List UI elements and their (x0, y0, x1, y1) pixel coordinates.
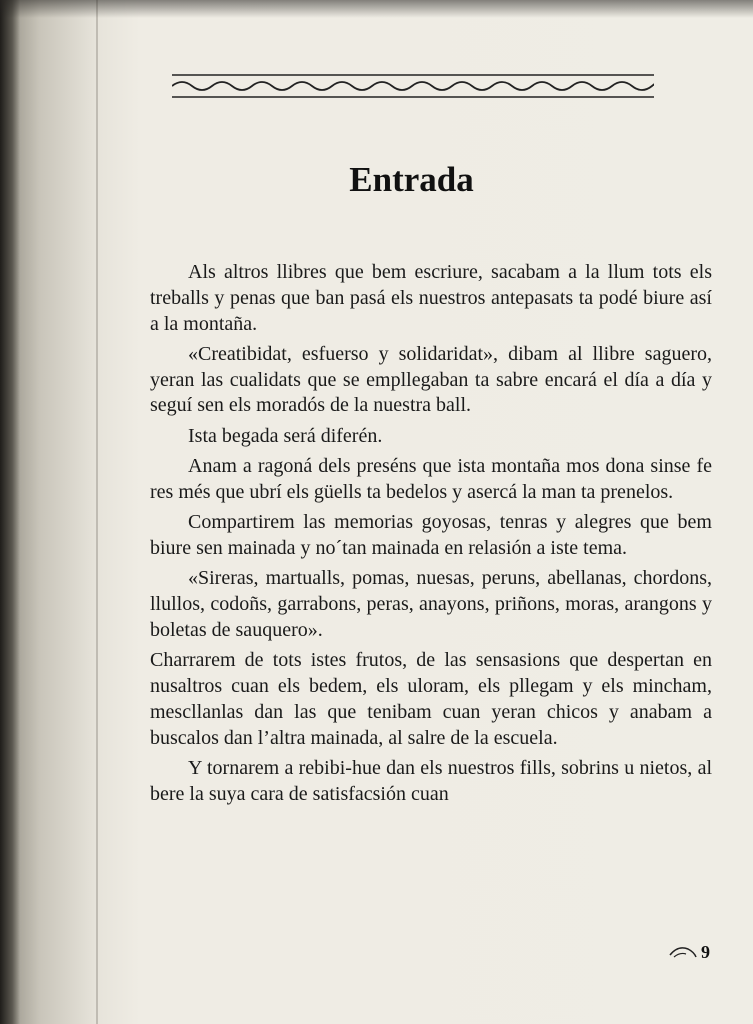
paragraph: «Creatibidat, esfuerso y solidaridat», dibam al llibre saguero, yeran las cualidats que se empllegaban ta sabre encará el día a día y seguí sen els moradós de la nuestra ball. (150, 342, 712, 417)
swirl-ornament-icon (668, 945, 698, 959)
wavy-line-ornament-icon (172, 72, 654, 100)
body-text (150, 260, 712, 812)
paragraph: Als altros llibres que bem escriure, sacabam a la llum tots els treballs y penas que ban pasá els nuestros antepasats ta podé biure así a la montaña. (150, 261, 712, 335)
paragraph: Y tornarem a rebibi-hue dan els nuestros fills, sobrins u nietos, al bere la suya cara de satisfacsión cuan (150, 756, 712, 805)
page-footer (668, 940, 722, 964)
page-edge (96, 0, 98, 1024)
page-number: 9 (701, 941, 710, 962)
paragraph: Ista begada será diferén. (188, 424, 383, 447)
paragraph: Charrarem de tots istes frutos, de las sensasions que despertan en nusaltros cuan els bedem, els uloram, els pllegam y els mincham, mescllanlas dan las que tenibam cuan yeran chicos y anabam a buscalos dan l’altra mainada, al salre de la escuela. (150, 649, 712, 749)
paragraph: «Sireras, martualls, pomas, nuesas, peruns, abellanas, chordons, llullos, codoñs, garrabons, peras, anayons, priñons, moras, arangons y boletas de sauquero». (150, 567, 712, 641)
book-spine (0, 0, 20, 1024)
paragraph: Anam a ragoná dels preséns que ista montaña mos dona sinse fe res més que ubrí els güells ta bedelos y aserсá la man ta prenelos. (150, 455, 712, 503)
top-shadow (0, 0, 753, 18)
page-title: Entrada (349, 160, 474, 199)
paragraph: Compartirem las memorias goyosas, tenras y alegres que bem biure sen mainada y no´tan mainada en relasión a iste tema. (150, 511, 712, 559)
